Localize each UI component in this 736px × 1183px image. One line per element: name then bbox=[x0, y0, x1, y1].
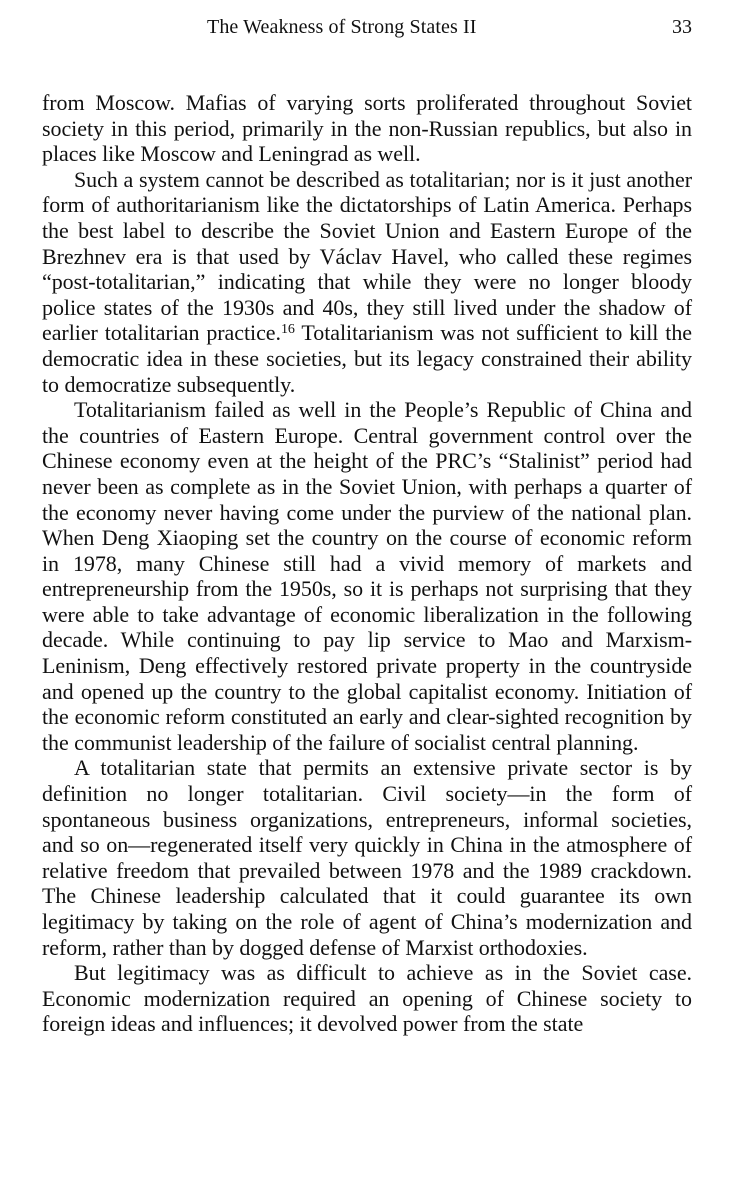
running-head: The Weakness of Strong States II bbox=[207, 16, 477, 38]
paragraph-5-text: But legitimacy was as difficult to achieve as in the Soviet case. Economic modernization required an opening of Chinese society to foreign ideas and influences; it devolved power from the state bbox=[42, 960, 692, 1037]
paragraph-1-text: from Moscow. Mafias of varying sorts proliferated throughout Soviet society in this period, primarily in the non-Russian republics, but also in places like Moscow and Leningrad as well. bbox=[42, 90, 692, 167]
paragraph-4 bbox=[42, 755, 692, 960]
book-page bbox=[42, 14, 692, 1174]
paragraph-3 bbox=[42, 397, 692, 755]
paragraph-5 bbox=[42, 960, 692, 1037]
paragraph-2 bbox=[42, 167, 692, 397]
paragraph-3-text: Totalitarianism failed as well in the People’s Republic of China and the countries of Eastern Europe. Central government control over the Chinese economy even at the height of the PRC’s “Stalinist” period had never been as complete as in the Soviet Union, with perhaps a quarter of the economy never having come under the purview of the national plan. When Deng Xiaoping set the country on the course of economic reform in 1978, many Chinese still had a vivid memory of markets and entrepreneurship from the 1950s, so it is perhaps not surprising that they were able to take advantage of economic liberalization in the following decade. While continuing to pay lip service to Mao and Marxism-Leninism, Deng effectively restored private property in the countryside and opened up the country to the global capitalist economy. Initiation of the economic reform constituted an early and clear-sighted recognition by the communist leadership of the failure of socialist central planning. bbox=[42, 397, 692, 755]
body-text bbox=[42, 90, 692, 1037]
paragraph-4-text: A totalitarian state that permits an extensive private sector is by definition no longer totalitarian. Civil society—in the form of spontaneous business organizations, entrepreneurs, informal societies, and so on—regenerated itself very quickly in China in the atmosphere of relative freedom that prevailed between 1978 and the 1989 crackdown. The Chinese leadership calculated that it could guarantee its own legitimacy by taking on the role of agent of China’s modernization and reform, rather than by dogged defense of Marxist orthodoxies. bbox=[42, 755, 692, 960]
paragraph-2-text: Such a system cannot be described as totalitarian; nor is it just another form of authoritarianism like the dictatorships of Latin America. Perhaps the best label to describe the Soviet Union and Eastern Europe of the Brezhnev era is that used by Václav Havel, who called these regimes “post-totalitarian,” indicating that while they were no longer bloody police states of the 1930s and 40s, they still lived under the shadow of earlier totalitarian practice. bbox=[42, 166, 692, 346]
paragraph-2-text-continued: Totalitarianism was not sufficient to kill the democratic idea in these societies, but its legacy constrained their ability to democratize subsequently. bbox=[42, 320, 692, 397]
footnote-reference: 16 bbox=[280, 322, 295, 338]
paragraph-1 bbox=[42, 90, 692, 167]
page-number: 33 bbox=[672, 16, 692, 38]
page-header bbox=[42, 14, 692, 40]
